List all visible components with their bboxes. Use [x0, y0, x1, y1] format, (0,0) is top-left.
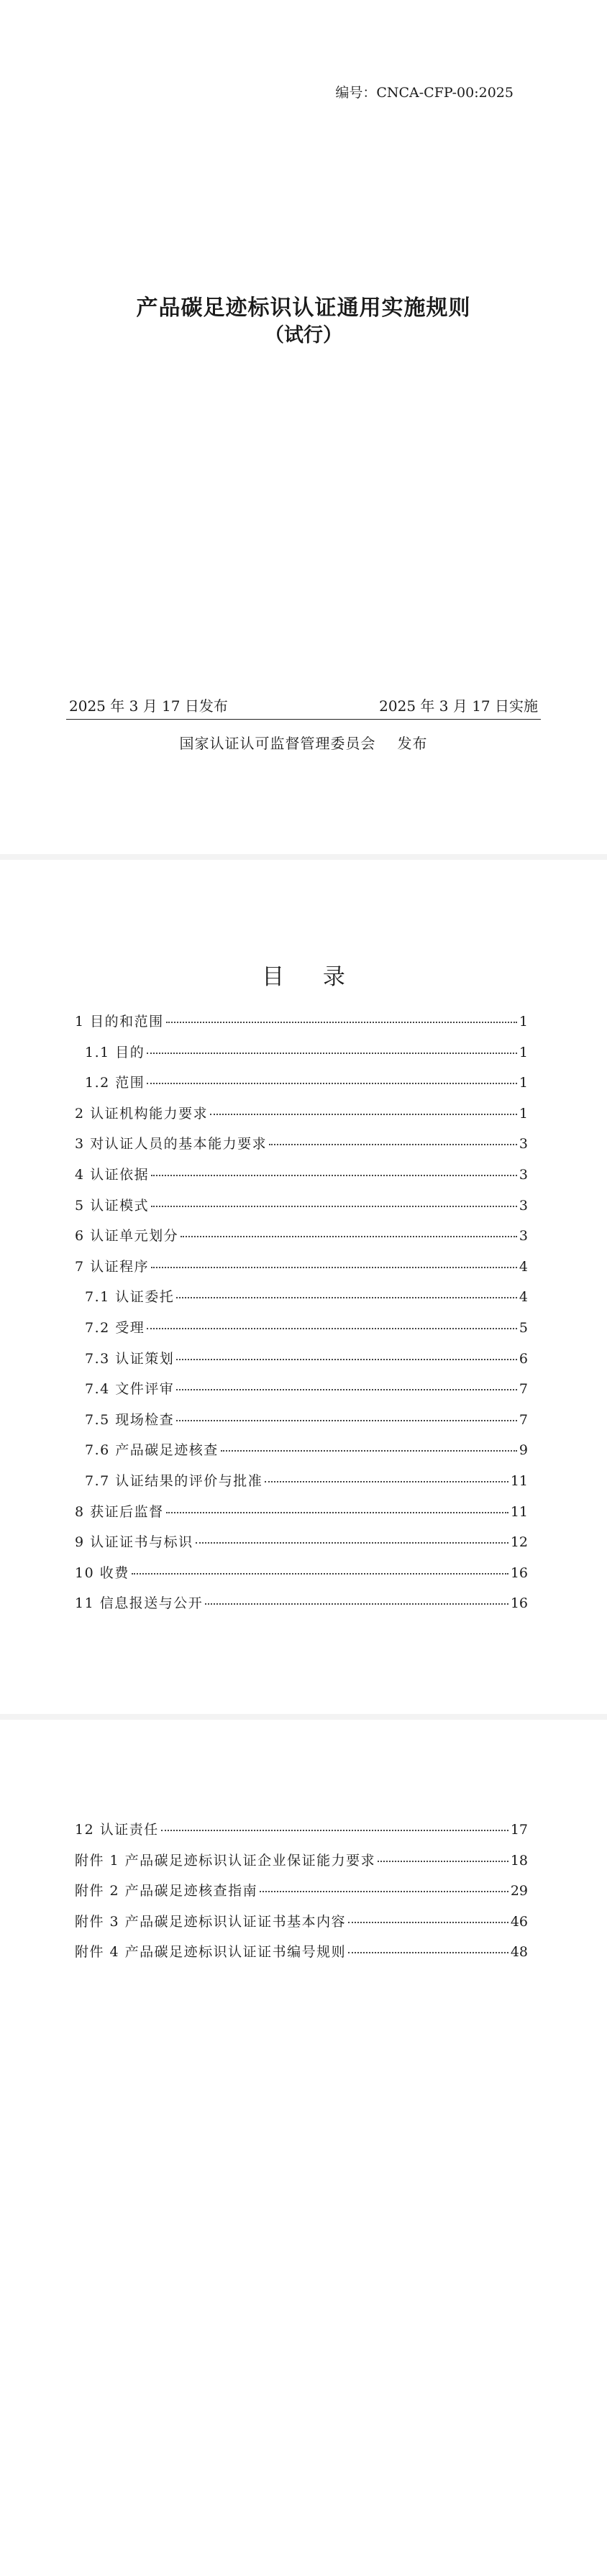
toc-entry[interactable] [75, 1072, 528, 1103]
toc-entry-label: 7.2 受理 [85, 1319, 145, 1336]
toc-entry-page: 6 [519, 1350, 528, 1367]
toc-entry-page: 4 [519, 1289, 528, 1306]
toc-entry-page: 1 [519, 1105, 528, 1122]
toc-entry-page: 3 [519, 1166, 528, 1183]
toc-leader-dots [181, 1236, 517, 1237]
toc-entry-label: 5 认证模式 [75, 1197, 150, 1214]
toc-entry[interactable] [75, 1256, 528, 1287]
toc-entry[interactable] [75, 1941, 528, 1972]
toc-entry-page: 18 [510, 1852, 528, 1869]
toc-leader-dots [147, 1083, 517, 1084]
document-number: 编号：CNCA-CFP-00:2025 [335, 85, 514, 101]
toc-leader-dots [176, 1359, 517, 1360]
toc-entry-page: 7 [519, 1411, 528, 1428]
toc-entry-label: 附件 4 产品碳足迹标识认证证书编号规则 [75, 1944, 347, 1961]
toc-entry-page: 12 [510, 1534, 528, 1551]
toc-list-2 [75, 1819, 528, 1972]
toc-entry[interactable] [75, 1470, 528, 1501]
toc-entry-label: 1.1 目的 [85, 1044, 145, 1060]
toc-entry[interactable] [75, 1225, 528, 1256]
toc-entry[interactable] [75, 1409, 528, 1440]
toc-entry-page: 11 [510, 1472, 528, 1489]
toc-entry[interactable] [75, 1042, 528, 1073]
toc-entry-label: 10 收费 [75, 1564, 129, 1581]
toc-entry-label: 7 认证程序 [75, 1258, 150, 1275]
toc-leader-dots [210, 1114, 517, 1115]
toc-entry[interactable] [75, 1348, 528, 1379]
toc-leader-dots [176, 1420, 517, 1421]
toc-entry[interactable] [75, 1286, 528, 1317]
toc-entry[interactable] [75, 1317, 528, 1348]
toc-entry-page: 4 [519, 1258, 528, 1275]
toc-entry-label: 7.4 文件评审 [85, 1381, 175, 1398]
toc-leader-dots [176, 1389, 517, 1390]
effective-date: 2025 年 3 月 17 日实施 [379, 697, 538, 715]
toc-entry-label: 9 认证证书与标识 [75, 1534, 193, 1551]
toc-entry[interactable] [75, 1819, 528, 1850]
toc-entry-page: 3 [519, 1136, 528, 1152]
toc-entry-page: 1 [519, 1075, 528, 1091]
toc-entry-label: 8 获证后监督 [75, 1503, 164, 1520]
toc-entry[interactable] [75, 1439, 528, 1470]
toc-entry-label: 7.7 认证结果的评价与批准 [85, 1472, 263, 1489]
publish-date: 2025 年 3 月 17 日发布 [69, 697, 228, 715]
toc-leader-dots [260, 1891, 508, 1892]
toc-entry[interactable] [75, 1850, 528, 1881]
toc-leader-dots [151, 1175, 517, 1176]
toc-entry-page: 46 [510, 1913, 528, 1930]
toc-entry-page: 16 [510, 1564, 528, 1581]
toc-leader-dots [151, 1267, 517, 1268]
toc-entry-label: 附件 1 产品碳足迹标识认证企业保证能力要求 [75, 1852, 376, 1869]
toc-entry-page: 3 [519, 1197, 528, 1214]
toc-leader-dots [348, 1952, 508, 1953]
toc-entry-label: 2 认证机构能力要求 [75, 1105, 209, 1122]
toc-entry-page: 9 [519, 1442, 528, 1459]
toc-entry[interactable] [75, 1880, 528, 1911]
toc-entry-label: 1.2 范围 [85, 1075, 145, 1091]
toc-leader-dots [147, 1328, 517, 1329]
document-subtitle: （试行） [265, 324, 342, 347]
toc-entry-label: 7.5 现场检查 [85, 1411, 175, 1428]
toc-leader-dots [196, 1542, 508, 1544]
issuer-action: 发布 [397, 735, 428, 752]
toc-entry[interactable] [75, 1592, 528, 1623]
toc-entry-page: 7 [519, 1381, 528, 1398]
toc-entry[interactable] [75, 1378, 528, 1409]
toc-entry-label: 4 认证依据 [75, 1166, 150, 1183]
toc-leader-dots [147, 1053, 517, 1054]
toc-entry-page: 11 [510, 1503, 528, 1520]
toc-list-1 [75, 1011, 528, 1623]
toc-entry-page: 3 [519, 1228, 528, 1245]
toc-entry-label: 7.1 认证委托 [85, 1289, 175, 1306]
issuer-name: 国家认证认可监督管理委员会 [179, 735, 376, 752]
toc-entry-label: 7.3 认证策划 [85, 1350, 175, 1367]
toc-leader-dots [348, 1922, 508, 1923]
toc-entry-label: 附件 3 产品碳足迹标识认证证书基本内容 [75, 1913, 347, 1930]
toc-entry[interactable] [75, 1562, 528, 1593]
toc-entry[interactable] [75, 1531, 528, 1562]
toc-leader-dots [161, 1830, 508, 1831]
issuer [0, 732, 607, 753]
toc-leader-dots [269, 1144, 517, 1145]
toc-leader-dots [265, 1481, 508, 1482]
toc-leader-dots [176, 1297, 517, 1298]
toc-entry[interactable] [75, 1103, 528, 1134]
toc-entry-label: 附件 2 产品碳足迹核查指南 [75, 1883, 258, 1899]
toc-entry-page: 16 [510, 1595, 528, 1612]
document-title: 产品碳足迹标识认证通用实施规则 [136, 295, 471, 321]
toc-leader-dots [205, 1603, 508, 1605]
toc-entry-label: 1 目的和范围 [75, 1014, 164, 1030]
toc-entry-label: 12 认证责任 [75, 1822, 159, 1838]
toc-leader-dots [166, 1022, 517, 1023]
toc-leader-dots [166, 1512, 508, 1513]
toc-entry[interactable] [75, 1195, 528, 1226]
toc-entry-page: 1 [519, 1014, 528, 1030]
toc-title: 目 录 [262, 964, 361, 990]
toc-entry-page: 48 [510, 1944, 528, 1961]
toc-entry-label: 3 对认证人员的基本能力要求 [75, 1136, 268, 1152]
toc-entry-page: 1 [519, 1044, 528, 1060]
toc-entry[interactable] [75, 1911, 528, 1942]
toc-entry-label: 6 认证单元划分 [75, 1228, 179, 1245]
toc-entry-page: 5 [519, 1319, 528, 1336]
divider-line [66, 719, 541, 720]
toc-leader-dots [378, 1861, 508, 1862]
cover-page [0, 0, 607, 854]
toc-entry[interactable] [75, 1164, 528, 1195]
toc-leader-dots [221, 1450, 517, 1452]
toc-entry[interactable] [75, 1133, 528, 1164]
toc-leader-dots [151, 1206, 517, 1207]
toc-entry-label: 7.6 产品碳足迹核查 [85, 1442, 219, 1459]
toc-entry[interactable] [75, 1011, 528, 1042]
toc-entry-page: 17 [510, 1822, 528, 1838]
toc-entry-page: 29 [510, 1883, 528, 1899]
toc-leader-dots [132, 1573, 508, 1575]
toc-entry[interactable] [75, 1501, 528, 1532]
toc-entry-label: 11 信息报送与公开 [75, 1595, 204, 1612]
